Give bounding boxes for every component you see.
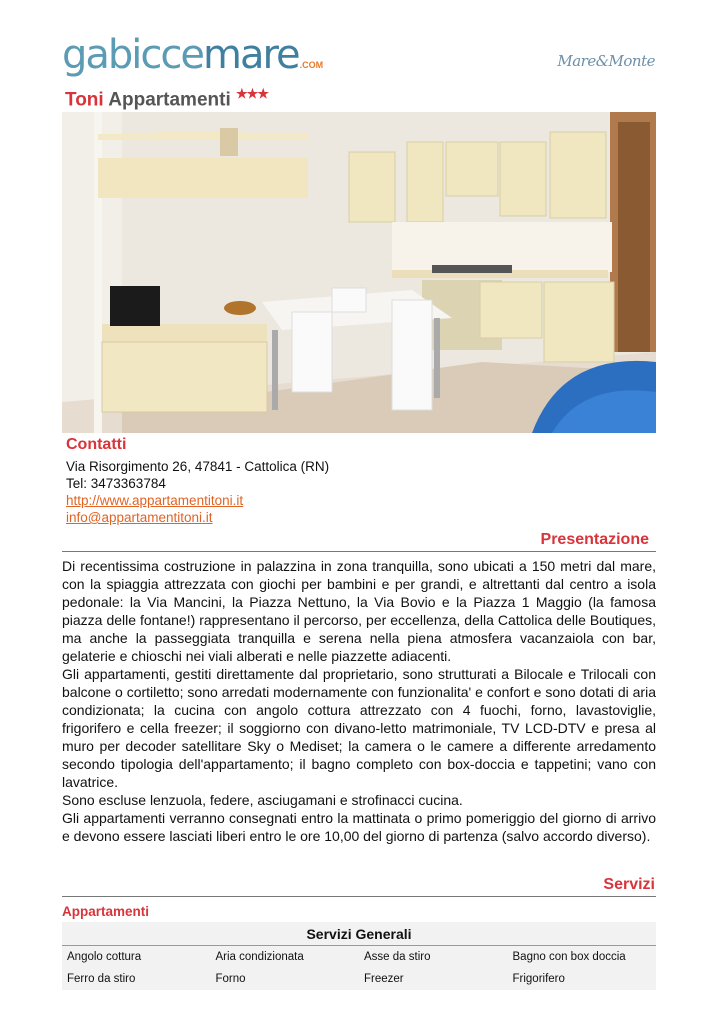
table-cell: Forno <box>215 973 246 985</box>
contact-address: Via Risorgimento 26, 47841 - Cattolica (RN) <box>66 459 330 474</box>
paragraph: Di recentissima costruzione in palazzina in zona tranquilla, sono ubicati a 150 metri dal mare, con la spiaggia attrezzata con giochi per bambini e per grandi, e altrettanti dal centro a isola pedonale: la Via Mancini, la Piazza Nettuno, la Via Bovio e la Piazza 1 Maggio (la famosa piazza delle fontane!) rappresentano il percorso, per eccellenza, della Cattolica delle Boutiques, ma anche la passeggiata tranquilla e serena nella piena atmosfera vacanzaiola con bar, gelaterie e chioschi nei viali alberati e nelle piazzette adiacenti. <box>62 558 656 664</box>
partner-logo: Mare&Monte <box>557 52 655 70</box>
paragraph: Sono escluse lenzuola, federe, asciugamani e strofinacci cucina. <box>62 792 463 808</box>
table-cell: Bagno con box doccia <box>512 951 626 963</box>
presentazione-heading: Presentazione <box>540 531 649 548</box>
contact-website-link[interactable]: http://www.appartamentitoni.it <box>66 493 244 508</box>
services-table <box>62 922 656 990</box>
rating-stars-icon: ★★★ <box>236 86 268 101</box>
table-cell: Angolo cottura <box>67 951 142 963</box>
paragraph: Gli appartamenti, gestiti direttamente dal proprietario, sono strutturati a Bilocale e Trilocali con balcone o cortiletto; sono arredati modernamente con funzionalita' e confort e sono dotati di aria condizionata; la cucina con angolo cottura attrezzato con 4 fuochi, forno, lavastoviglie, frigorifero e cella freezer; il soggiorno con divano-letto matrimoniale, TV LCD-DTV e presa al muro per decoder satellitare Sky o Mediset; la camera o le camere a differente arredamento secondo tipologia dell'appartamento; il bagno completo con box-doccia e tappetini; vano con lavatrice. <box>62 666 656 790</box>
page-title: Toni Appartamenti ★★★ <box>65 86 268 111</box>
table-cell: Frigorifero <box>512 973 565 985</box>
appartamenti-subheading: Appartamenti <box>62 904 150 919</box>
paragraph: Gli appartamenti verranno consegnati entro la mattinata o primo pomeriggio del giorno di arrivo e devono essere lasciati liberi entro le ore 10,00 del giorno di partenza (salvo accordo diverso). <box>62 810 656 844</box>
contact-block <box>66 458 329 526</box>
servizi-heading: Servizi <box>603 876 655 893</box>
presentazione-text <box>62 557 656 845</box>
section-divider <box>62 551 656 552</box>
table-cell: Aria condizionata <box>215 951 304 963</box>
table-row <box>62 968 656 990</box>
contact-phone: Tel: 3473363784 <box>66 476 166 491</box>
table-cell: Freezer <box>364 973 404 985</box>
contact-email-link[interactable]: info@appartamentitoni.it <box>66 510 213 525</box>
table-row <box>62 946 656 968</box>
services-table-title: Servizi Generali <box>62 922 656 946</box>
contatti-heading: Contatti <box>66 436 127 453</box>
site-logo[interactable] <box>62 30 323 80</box>
apartment-photo <box>62 112 656 433</box>
section-divider <box>62 896 656 897</box>
table-cell: Asse da stiro <box>364 951 431 963</box>
logo-suffix: .COM <box>299 60 324 70</box>
table-cell: Ferro da stiro <box>67 973 136 985</box>
logo-wordmark: gabiccemare <box>62 32 299 78</box>
